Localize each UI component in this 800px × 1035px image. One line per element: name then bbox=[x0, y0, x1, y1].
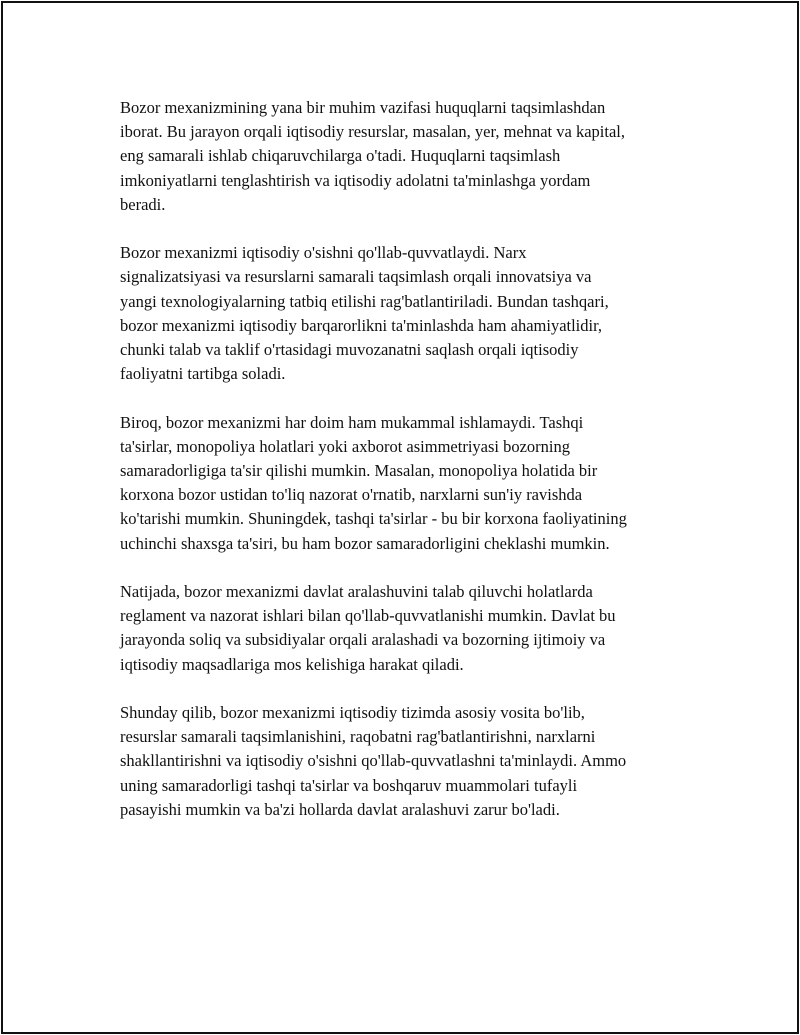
text-line: iborat. Bu jarayon orqali iqtisodiy resurslar, masalan, yer, mehnat va kapital, bbox=[120, 122, 625, 142]
paragraph-4 bbox=[120, 580, 700, 677]
text-line: Bozor mexanizmi iqtisodiy o'sishni qo'llab-quvvatlaydi. Narx bbox=[120, 243, 527, 263]
page-frame bbox=[1, 1, 799, 1034]
text-line: korxona bozor ustidan to'liq nazorat o'rnatib, narxlarni sun'iy ravishda bbox=[120, 485, 583, 505]
text-line: ta'sirlar, monopoliya holatlari yoki axborot asimmetriyasi bozorning bbox=[120, 436, 571, 456]
paragraph-3 bbox=[120, 411, 700, 556]
text-line: jarayonda soliq va subsidiyalar orqali aralashadi va bozorning ijtimoiy va bbox=[120, 630, 606, 650]
text-line: resurslar samarali taqsimlanishini, raqobatni rag'batlantirishni, narxlarni bbox=[120, 727, 596, 747]
paragraph-5 bbox=[120, 701, 700, 822]
text-line: Bozor mexanizmining yana bir muhim vazifasi huquqlarni taqsimlashdan bbox=[120, 98, 606, 117]
text-line: reglament va nazorat ishlari bilan qo'llab-quvvatlanishi mumkin. Davlat bu bbox=[120, 606, 616, 626]
text-line: faoliyatni tartibga soladi. bbox=[120, 364, 286, 384]
text-line: Shunday qilib, bozor mexanizmi iqtisodiy tizimda asosiy vosita bo'lib, bbox=[120, 703, 585, 723]
text-line: bozor mexanizmi iqtisodiy barqarorlikni ta'minlashda ham ahamiyatlidir, bbox=[120, 315, 603, 335]
paragraph-1 bbox=[120, 96, 700, 217]
text-line: iqtisodiy maqsadlariga mos kelishiga harakat qiladi. bbox=[120, 654, 464, 674]
text-line: eng samarali ishlab chiqaruvchilarga o'tadi. Huquqlarni taqsimlash bbox=[120, 146, 561, 166]
text-line: imkoniyatlarni tenglashtirish va iqtisodiy adolatni ta'minlashga yordam bbox=[120, 170, 591, 190]
paragraph-2 bbox=[120, 241, 700, 386]
text-line: samaradorligiga ta'sir qilishi mumkin. Masalan, monopoliya holatida bir bbox=[120, 461, 598, 481]
text-line: signalizatsiyasi va resurslarni samarali taqsimlash orqali innovatsiya va bbox=[120, 267, 592, 287]
text-line: pasayishi mumkin va ba'zi hollarda davlat aralashuvi zarur bo'ladi. bbox=[120, 799, 560, 819]
text-line: uchinchi shaxsga ta'siri, bu ham bozor samaradorligini cheklashi mumkin. bbox=[120, 533, 610, 553]
text-line: chunki talab va taklif o'rtasidagi muvozanatni saqlash orqali iqtisodiy bbox=[120, 340, 579, 360]
text-line: Biroq, bozor mexanizmi har doim ham mukammal ishlamaydi. Tashqi bbox=[120, 412, 584, 432]
text-line: shakllantirishni va iqtisodiy o'sishni qo'llab-quvvatlashni ta'minlaydi. Ammo bbox=[120, 751, 627, 771]
text-line: yangi texnologiyalarning tatbiq etilishi rag'batlantiriladi. Bundan tashqari, bbox=[120, 291, 609, 311]
text-line: ko'tarishi mumkin. Shuningdek, tashqi ta'sirlar - bu bir korxona faoliyatining bbox=[120, 509, 627, 529]
text-line: Natijada, bozor mexanizmi davlat aralashuvini talab qiluvchi holatlarda bbox=[120, 582, 593, 602]
text-line: beradi. bbox=[120, 194, 166, 214]
document-body bbox=[120, 96, 700, 846]
text-line: uning samaradorligi tashqi ta'sirlar va boshqaruv muammolari tufayli bbox=[120, 775, 578, 795]
